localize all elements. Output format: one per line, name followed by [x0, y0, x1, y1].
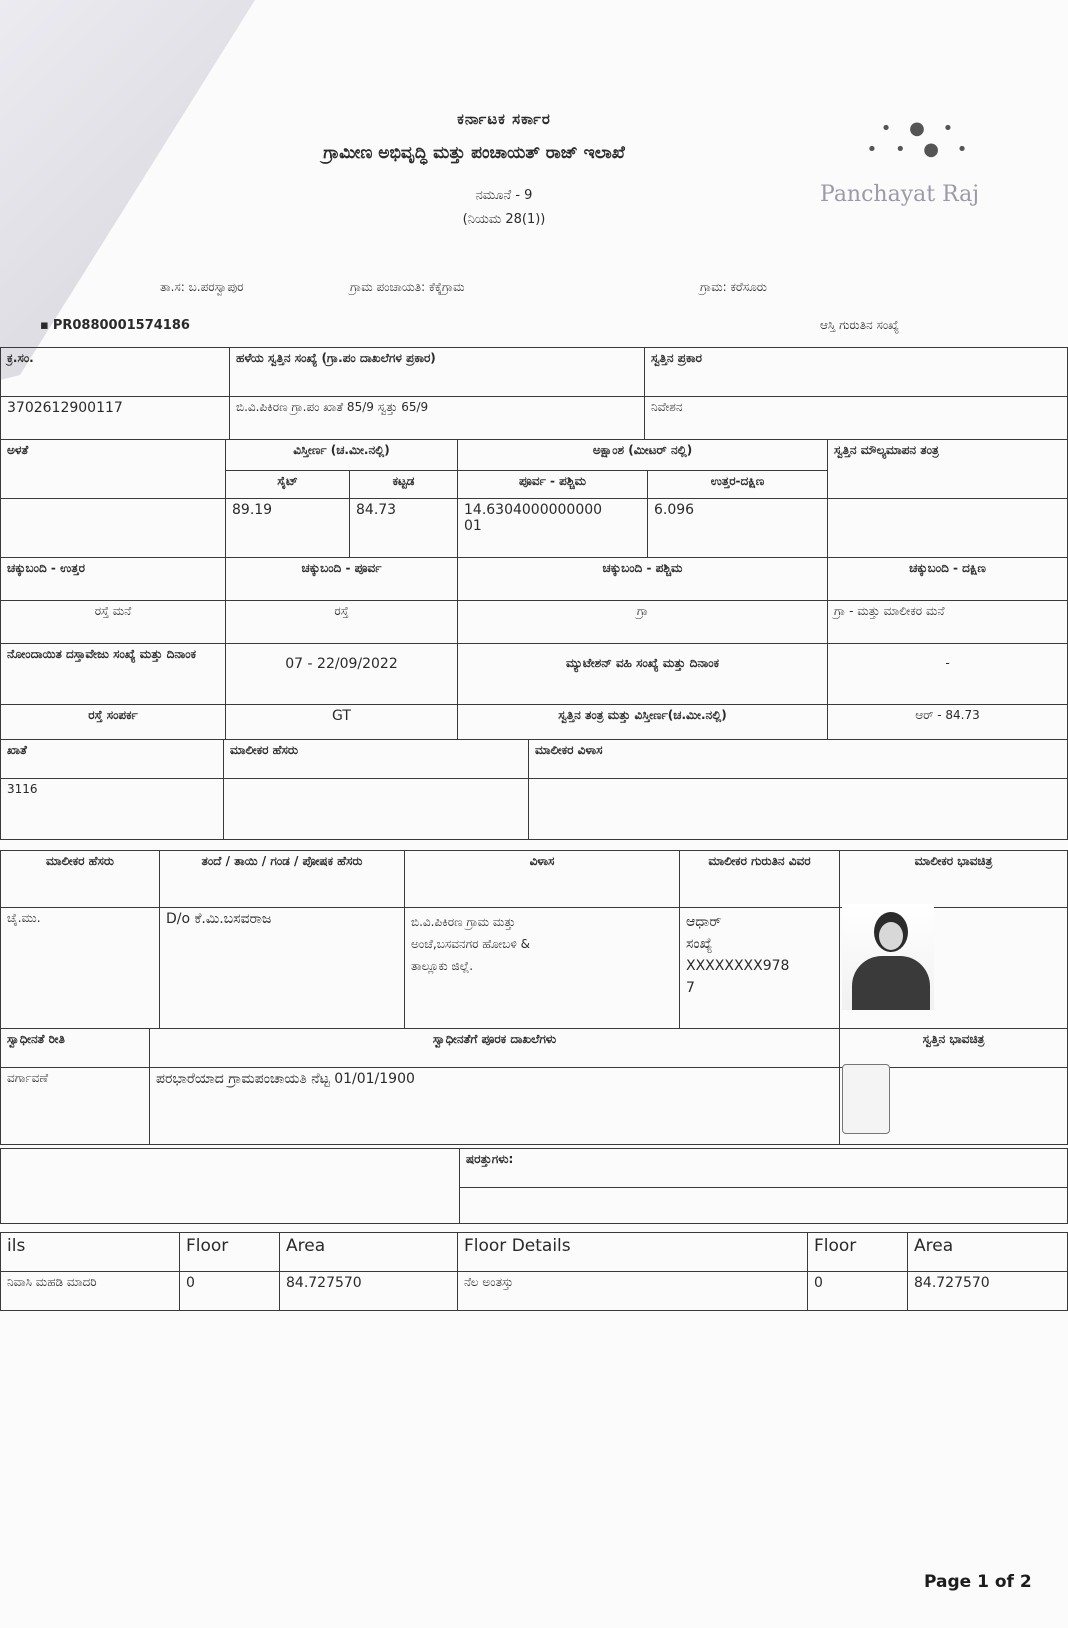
- mutation-value: -: [828, 643, 1068, 705]
- building-type-value: ಆರ್ - 84.73: [828, 704, 1068, 740]
- owner-table-name-header: ಮಾಲೀಕರ ಹೆಸರು: [0, 850, 160, 908]
- floor-details-value-left: ನಿವಾಸಿ ಮಹಡಿ ಮಾದರಿ: [0, 1271, 180, 1311]
- north-south-subheader: ಉತ್ತರ-ದಕ್ಷಿಣ: [648, 470, 828, 499]
- floor-header-left: Floor: [180, 1232, 280, 1272]
- acquisition-mode-header: ಸ್ವಾಧೀನತೆ ರೀತಿ: [0, 1028, 150, 1068]
- owner-id-label: ಸಂಖ್ಯೆ: [686, 936, 713, 952]
- valuation-header: ಸ್ವತ್ತಿನ ಮೌಲ್ಯಮಾಪನ ತಂತ್ರ: [828, 439, 1068, 499]
- old-property-no-value: ಬಿ.ವಿ.ಪಿಕಿರಣ ಗ್ರಾ.ಪಂ ಖಾತೆ 85/9 ಸ್ವತ್ತು 65/9: [230, 396, 645, 440]
- property-type-header: ಸ್ವತ್ತಿನ ಪ್ರಕಾರ: [645, 347, 1068, 397]
- registered-doc-value: 07 - 22/09/2022: [226, 643, 458, 705]
- boundary-west-value: ಗ್ರಾ: [458, 600, 828, 644]
- owner-address-value: ಬಿ.ವಿ.ಪಿಕಿರಣ ಗ್ರಾಮ ಮತ್ತು ಅಂಚೆ,ಬಸವನಗರ ಹೋಬಳಿ & ತಾಲ್ಲೂಕು ಜಿಲ್ಲೆ.: [405, 907, 680, 1029]
- owner-photo-body: [852, 956, 930, 1010]
- dimension-header: ಅಕ್ಷಾಂಶ (ಮೀಟರ್ ನಲ್ಲಿ): [458, 439, 828, 471]
- taluk-label: ತಾ.ಸ: ಬ.ಪರಸ್ವಾಪುರ: [160, 280, 244, 294]
- road-label: ರಸ್ತೆ ಸಂಪರ್ಕ: [0, 704, 226, 740]
- boundary-north-header: ಚಕ್ಕುಬಂದಿ - ಉತ್ತರ: [0, 557, 226, 601]
- registered-doc-label: ನೋಂದಾಯಿತ ದಸ್ತಾವೇಜು ಸಂಖ್ಯೆ ಮತ್ತು ದಿನಾಂಕ: [0, 643, 226, 705]
- owner-name-header: ಮಾಲೀಕರ ಹೆಸರು: [224, 739, 529, 779]
- remarks-label: ಷರತ್ತುಗಳು:: [460, 1148, 1068, 1188]
- govt-title: ಕರ್ನಾಟಕ ಸರ್ಕಾರ: [457, 110, 551, 128]
- measurement-label: ಅಳತೆ: [0, 439, 226, 499]
- form-number: ನಮೂನೆ - 9: [475, 188, 533, 203]
- serial-value: 3702612900117: [0, 396, 230, 440]
- panchayat-raj-logo: [820, 118, 1020, 228]
- property-id-label: ಆಸ್ತಿ ಗುರುತಿನ ಸಂಖ್ಯೆ: [820, 318, 900, 332]
- department-title: ಗ್ರಾಮೀಣ ಅಭಿವೃದ್ಧಿ ಮತ್ತು ಪಂಚಾಯತ್ ರಾಜ್ ಇಲಾಖೆ: [323, 143, 625, 163]
- acquisition-docs-value: ಪರಭಾರೆಯಾದ ಗ್ರಾಮಪಂಚಾಯತಿ ನೆಟ್ಟ 01/01/1900: [150, 1067, 840, 1145]
- remarks-left-blank: [0, 1148, 460, 1224]
- property-id: ▪ PR0880001574186: [40, 318, 190, 333]
- rule-reference: (ನಿಯಮ 28(1)): [462, 212, 546, 227]
- remarks-value: [460, 1187, 1068, 1224]
- boundary-west-header: ಚಕ್ಕುಬಂದಿ - ಪಶ್ಚಿಮ: [458, 557, 828, 601]
- building-area-value: 84.73: [350, 498, 458, 558]
- village-label: ಗ್ರಾಮ: ಕರೆಸೂರು: [700, 280, 767, 294]
- north-south-value: 6.096: [648, 498, 828, 558]
- boundary-north-value: ರಸ್ತೆ ಮನೆ: [0, 600, 226, 644]
- property-photo-header: ಸ್ವತ್ತಿನ ಭಾವಚಿತ್ರ: [840, 1028, 1068, 1068]
- owner-id-cell: [680, 907, 840, 1029]
- mutation-label: ಮ್ಯುಟೇಶನ್ ವಹಿ ಸಂಖ್ಯೆ ಮತ್ತು ದಿನಾಂಕ: [458, 643, 828, 705]
- property-type-value: ನಿವೇಶನ: [645, 396, 1068, 440]
- boundary-south-value: ಗ್ರಾ - ಮತ್ತು ಮಾಲೀಕರ ಮನೆ: [828, 600, 1068, 644]
- site-area-value: 89.19: [226, 498, 350, 558]
- building-type-label: ಸ್ವತ್ತಿನ ತಂತ್ರ ಮತ್ತು ವಿಸ್ತೀರ್ಣ(ಚ.ಮೀ.ನಲ್ಲಿ): [458, 704, 828, 740]
- owner-name-value: ಚೈ.ಮು.: [0, 907, 160, 1029]
- site-subheader: ಸೈಟ್: [226, 470, 350, 499]
- boundary-east-header: ಚಕ್ಕುಬಂದಿ - ಪೂರ್ವ: [226, 557, 458, 601]
- owner-name-blank: [224, 778, 529, 840]
- area-header-right: Area: [908, 1232, 1068, 1272]
- serial-header: ಕ್ರ.ಸಂ.: [0, 347, 230, 397]
- acquisition-docs-header: ಸ್ವಾಧೀನತೆಗೆ ಪೂರಕ ದಾಖಲೆಗಳು: [150, 1028, 840, 1068]
- floor-details-value-right: ನೆಲ ಅಂತಸ್ತು: [458, 1271, 808, 1311]
- khata-value: 3116: [0, 778, 224, 840]
- boundary-south-header: ಚಕ್ಕುಬಂದಿ - ದಕ್ಷಿಣ: [828, 557, 1068, 601]
- building-subheader: ಕಟ್ಟಡ: [350, 470, 458, 499]
- area-header: ವಿಸ್ತೀರ್ಣ (ಚ.ಮೀ.ನಲ್ಲಿ): [226, 439, 458, 471]
- owner-photo: [842, 904, 934, 1010]
- owner-table-photo-header: ಮಾಲೀಕರ ಭಾವಚಿತ್ರ: [840, 850, 1068, 908]
- bullet-icon: ▪: [40, 318, 49, 333]
- owner-table-address-header: ವಿಳಾಸ: [405, 850, 680, 908]
- road-value: GT: [226, 704, 458, 740]
- owner-relation-value: D/o ಕೆ.ಮಿ.ಬಸವರಾಜ: [160, 907, 405, 1029]
- valuation-value: [828, 498, 1068, 558]
- floor-details-header-left: ils: [0, 1232, 180, 1272]
- owner-address-blank: [529, 778, 1068, 840]
- owner-address-header: ಮಾಲೀಕರ ವಿಳಾಸ: [529, 739, 1068, 779]
- measurement-blank: [0, 498, 226, 558]
- acquisition-mode-value: ವರ್ಗಾವಣೆ: [0, 1067, 150, 1145]
- east-west-subheader: ಪೂರ್ವ - ಪಶ್ಚಿಮ: [458, 470, 648, 499]
- khata-header: ಖಾತೆ: [0, 739, 224, 779]
- owner-photo-face: [879, 922, 903, 950]
- floor-value-left: 0: [180, 1271, 280, 1311]
- floor-header-right: Floor: [808, 1232, 908, 1272]
- floor-value-right: 0: [808, 1271, 908, 1311]
- area-value-right: 84.727570: [908, 1271, 1068, 1311]
- owner-id-value: XXXXXXXX978 7: [686, 958, 790, 996]
- logo-emblem-icon: • ● • • • ● •: [866, 118, 974, 160]
- old-property-no-header: ಹಳೆಯ ಸ್ವತ್ತಿನ ಸಂಖ್ಯೆ (ಗ್ರಾ.ಪಂ ದಾಖಲೆಗಳ ಪ್ರಕಾರ): [230, 347, 645, 397]
- floor-details-header-right: Floor Details: [458, 1232, 808, 1272]
- owner-id-type: ಆಧಾರ್: [686, 914, 722, 930]
- page-number: Page 1 of 2: [924, 1572, 1032, 1592]
- logo-text: Panchayat Raj: [820, 182, 980, 207]
- property-photo-thumbnail: [842, 1064, 890, 1134]
- east-west-value: 14.6304000000000 01: [458, 498, 648, 558]
- gram-panchayat-label: ಗ್ರಾಮ ಪಂಚಾಯತಿ: ಕೆಕ್ಕೆಗ್ರಾಮ: [350, 280, 465, 294]
- boundary-east-value: ರಸ್ತೆ: [226, 600, 458, 644]
- owner-table-relation-header: ತಂದೆ / ತಾಯಿ / ಗಂಡ / ಪೋಷಕ ಹೆಸರು: [160, 850, 405, 908]
- owner-table-id-header: ಮಾಲೀಕರ ಗುರುತಿನ ವಿವರ: [680, 850, 840, 908]
- area-header-left: Area: [280, 1232, 458, 1272]
- area-value-left: 84.727570: [280, 1271, 458, 1311]
